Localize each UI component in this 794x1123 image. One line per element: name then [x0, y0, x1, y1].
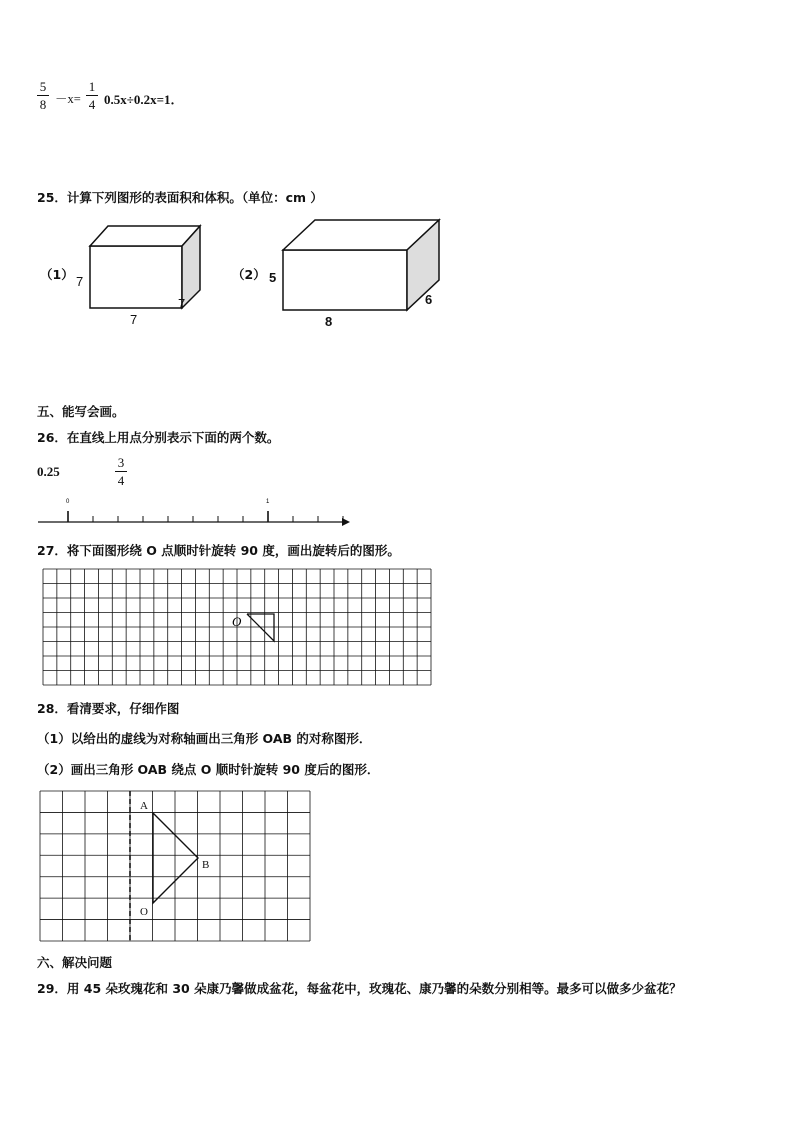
question-28-requirement-1: （1）以给出的虚线为对称轴画出三角形 OAB 的对称图形． [37, 731, 372, 746]
point-a-label: A [140, 800, 148, 812]
fraction-denominator: 4 [117, 473, 125, 488]
cuboid-length-label: 8 [325, 314, 333, 329]
cuboid-width-label: 6 [425, 292, 433, 307]
fraction-numerator: 5 [39, 79, 47, 94]
fraction-numerator: 3 [117, 455, 125, 470]
fraction-denominator: 4 [88, 97, 96, 112]
figure-2-label: （2） [232, 267, 266, 282]
rotation-grid [43, 569, 433, 687]
point-o-label: O [140, 906, 148, 918]
cube-figure [70, 220, 200, 330]
question-26-title: 26．在直线上用点分别表示下面的两个数。 [37, 430, 280, 445]
fraction-three-quarters [115, 456, 127, 487]
question-29-title: 29．用 45 朵玫瑰花和 30 朵康乃馨做成盆花，每盆花中，玫瑰花、康乃馨的朵数分别相等。最多可以做多少盆花？ [37, 981, 682, 996]
tick-label-0: 0 [66, 499, 70, 505]
fraction-denominator: 8 [39, 97, 47, 112]
section-6-heading: 六、解决问题 [37, 955, 113, 970]
question-25-title: 25．计算下列图形的表面积和体积。（单位：cm ） [37, 190, 323, 205]
tick-label-1: 1 [266, 499, 270, 505]
section-5-heading: 五、能写会画。 [37, 404, 125, 419]
point-b-label: B [202, 859, 210, 871]
fraction-five-eighths [37, 80, 49, 111]
number-decimal: 0.25 [37, 464, 60, 479]
cube-width-label: 7 [178, 296, 186, 311]
equation-two: 0.5x÷0.2x=1． [104, 92, 184, 107]
cuboid-height-label: 5 [269, 270, 277, 285]
cube-length-label: 7 [130, 312, 138, 327]
question-27-title: 27．将下面图形绕 O 点顺时针旋转 90 度，画出旋转后的图形。 [37, 543, 400, 558]
cube-height-label: 7 [76, 274, 84, 289]
question-28-requirement-2: （2）画出三角形 OAB 绕点 O 顺时针旋转 90 度后的图形． [37, 762, 380, 777]
figure-1-label: （1） [40, 267, 74, 282]
cuboid-figure [265, 218, 455, 333]
point-o-label: O [232, 614, 242, 629]
fraction-numerator: 1 [88, 79, 96, 94]
question-28-title: 28．看清要求，仔细作图 [37, 701, 180, 716]
number-line [36, 496, 356, 530]
fraction-one-quarter [86, 80, 98, 111]
equation-middle: －x= [55, 92, 81, 106]
symmetry-grid [40, 791, 312, 943]
